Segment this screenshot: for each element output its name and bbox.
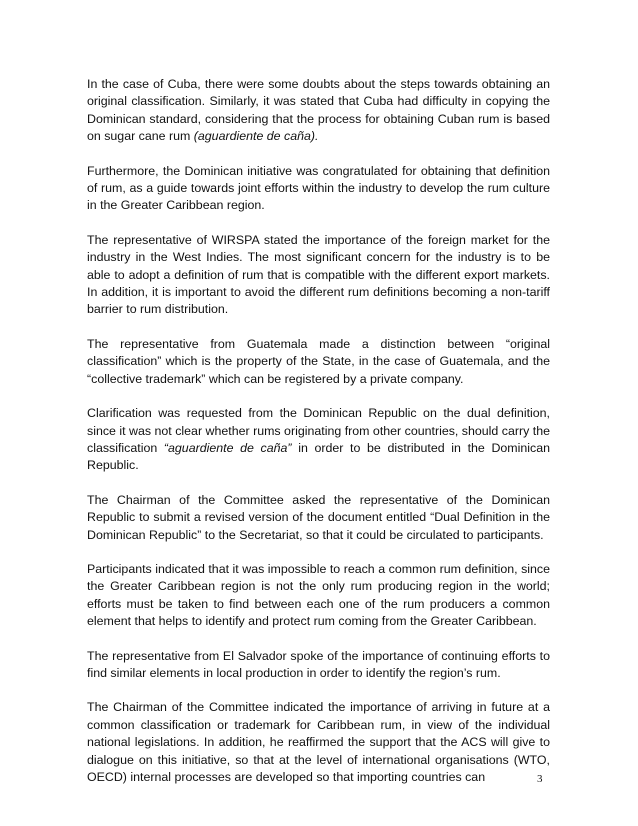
paragraph-chairman-revised	[87, 492, 550, 544]
italic-phrase: (aguardiente de caña).	[193, 129, 319, 144]
paragraph-cuba-doubts	[87, 76, 550, 146]
paragraph-el-salvador	[87, 648, 550, 683]
paragraph-dominican-congratulated	[87, 163, 550, 215]
italic-phrase: “aguardiente de caña”	[163, 440, 292, 455]
document-body	[87, 76, 550, 786]
paragraph-text: The representative from El Salvador spoke of the importance of continuing efforts to find similar elements in local production in order to identify the region’s rum.	[87, 648, 550, 680]
paragraph-text: The Chairman of the Committee indicated the importance of arriving in future at a common classification or trademark for Caribbean rum, in view of the individual national legislations. In addition, he reaffirmed the support that the ACS will give to dialogue on this initiative, so that at the level of international organisations (WTO, OECD) internal processes are developed so that importing countries can	[87, 700, 550, 784]
paragraph-text: In the case of Cuba, there were some doubts about the steps towards obtaining an original classification. Similarly, it was stated that Cuba had difficulty in copying the Dominican standard, considering that the process for obtaining Cuban rum is based on sugar cane rum	[87, 77, 550, 144]
page-number: 3	[537, 773, 543, 785]
paragraph-text: Furthermore, the Dominican initiative was congratulated for obtaining that definition of rum, as a guide towards joint efforts within the industry to develop the rum culture in the Greater Caribbean region.	[87, 163, 550, 213]
paragraph-participants-common	[87, 561, 550, 631]
paragraph-text: The representative of WIRSPA stated the importance of the foreign market for the industry in the West Indies. The most significant concern for the industry is to be able to adopt a definition of rum that is compatible with the different export markets. In addition, it is important to avoid the different rum definitions becoming a non-tariff barrier to rum distribution.	[87, 232, 550, 317]
paragraph-text: The Chairman of the Committee asked the representative of the Dominican Republic to submit a revised version of the document entitled “Dual Definition in the Dominican Republic” to the Secretariat, so that it could be circulated to participants.	[87, 492, 550, 542]
paragraph-chairman-future	[87, 699, 550, 786]
paragraph-text: in order to be distributed in the Dominican Republic.	[87, 440, 550, 473]
paragraph-wirspa-market	[87, 232, 550, 319]
paragraph-text: Clarification was requested from the Dominican Republic on the dual definition, since it was not clear whether rums originating from other countries, should carry the classification	[87, 406, 550, 455]
paragraph-text: The representative from Guatemala made a distinction between “original classification” which is the property of the State, in the case of Guatemala, and the “collective trademark” which can be registered by a private company.	[87, 336, 550, 386]
paragraph-guatemala-distinction	[87, 336, 550, 388]
paragraph-clarification-dual	[87, 405, 550, 475]
paragraph-text: Participants indicated that it was impossible to reach a common rum definition, since the Greater Caribbean region is not the only rum producing region in the world; efforts must be taken to find between each one of the rum producers a common element that helps to identify and protect rum coming from the Greater Caribbean.	[87, 561, 550, 629]
